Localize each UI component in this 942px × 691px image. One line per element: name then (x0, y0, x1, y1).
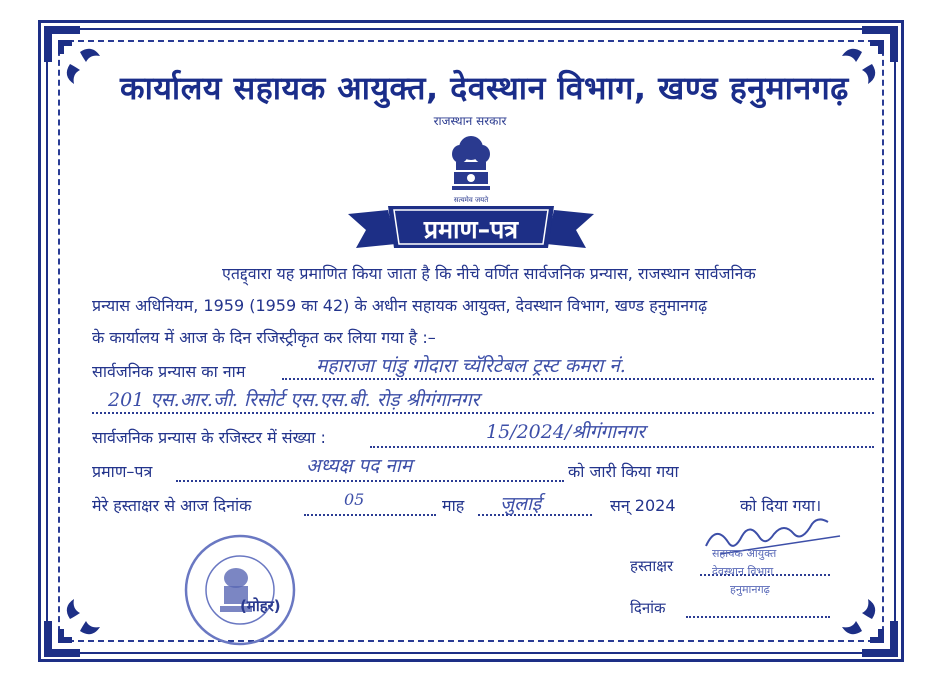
body-line-2: प्रन्यास अधिनियम, 1959 (1959 का 42) के अधीन सहायक आयुक्त, देवस्थान विभाग, खण्ड हनुमानगढ़ (92, 296, 708, 315)
body-line-3: के कार्यालय में आज के दिन रजिस्ट्रीकृत कर लिया गया है :– (92, 328, 436, 347)
corner-ornament-icon (40, 591, 110, 661)
signed-day-value: 05 (344, 490, 365, 509)
date-label: दिनांक (630, 599, 666, 617)
month-label: माह (442, 496, 465, 515)
signed-date-prefix: मेरे हस्ताक्षर से आज दिनांक (92, 496, 252, 515)
body-line-1: एतद्द्वारा यह प्रमाणित किया जाता है कि नीचे वर्णित सार्वजनिक प्रन्यास, राजस्थान सार्वजनिक (222, 264, 756, 283)
year-label: सन् 2024 (610, 496, 676, 515)
certificate-suffix: को जारी किया गया (568, 462, 679, 481)
stamp-line-3: हनुमानगढ़ (730, 583, 770, 596)
corner-ornament-icon (832, 591, 902, 661)
dotted-line (92, 412, 874, 414)
dotted-line (370, 446, 874, 448)
certificate-label: प्रमाण–पत्र (92, 462, 153, 481)
emblem-motto: सत्यमेव जयते (453, 196, 489, 204)
signature-label: हस्ताक्षर (630, 557, 674, 575)
register-number-label: सार्वजनिक प्रन्यास के रजिस्टर में संख्या : (92, 428, 326, 447)
trust-name-label: सार्वजनिक प्रन्यास का नाम (92, 362, 246, 381)
office-title: कार्यालय सहायक आयुक्त, देवस्थान विभाग, खण्ड हनुमानगढ़ (120, 69, 849, 107)
dotted-line (304, 514, 436, 516)
seal-label: (मोहर) (240, 597, 281, 615)
register-number-value: 15/2024/श्रीगंगानगर (486, 421, 646, 443)
certificate-holder-value: अध्यक्ष पद नाम (306, 455, 413, 477)
government-subtitle: राजस्थान सरकार (433, 114, 507, 128)
corner-ornament-icon (40, 22, 110, 92)
trust-address-value: 201 एस.आर.जी. रिसोर्ट एस.एस.बी. रोड़ श्रीगंगानगर (108, 389, 480, 411)
stamp-line-2: देवस्थान विभाग (712, 565, 774, 578)
national-emblem-icon (448, 134, 494, 196)
dotted-line (686, 616, 830, 618)
signed-suffix: को दिया गया। (740, 496, 822, 515)
signed-month-value: जुलाई (500, 493, 542, 515)
dotted-line (176, 480, 564, 482)
office-seal-icon (180, 530, 300, 650)
banner-title: प्रमाण–पत्र (423, 215, 519, 244)
trust-name-value: महाराजा पांडु गोदारा च्यॅरिटेबल ट्रस्ट कमरा नं. (316, 355, 626, 377)
dotted-line (282, 378, 874, 380)
stamp-line-1: सहायक आयुक्त (712, 547, 777, 560)
